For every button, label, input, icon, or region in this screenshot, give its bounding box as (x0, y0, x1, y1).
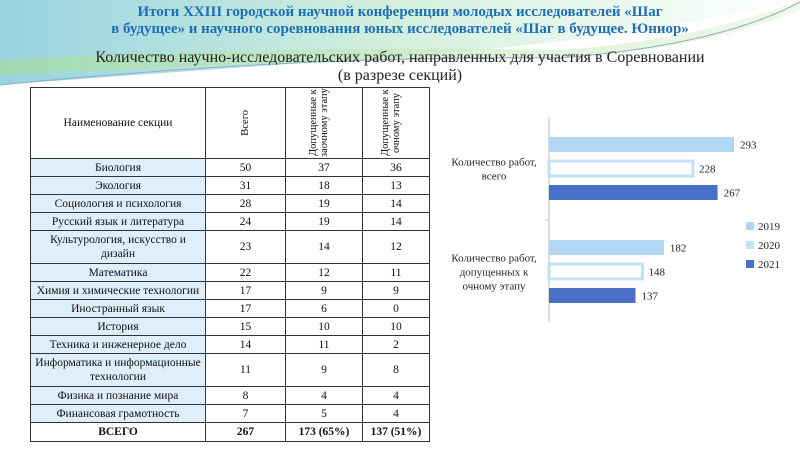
value-cell: 14 (286, 231, 363, 264)
legend-swatch (746, 241, 754, 249)
table-row (31, 387, 430, 405)
title-line-1: Итоги XXIII городской научной конференции молодых исследователей «Шаг (137, 4, 663, 20)
value-cell: 17 (206, 300, 286, 318)
value-cell: 10 (286, 318, 363, 336)
data-label: 182 (669, 242, 687, 255)
value-cell: 11 (286, 336, 363, 354)
value-cell: 9 (286, 282, 363, 300)
value-cell: 9 (286, 354, 363, 387)
section-name: Математика (31, 264, 206, 282)
value-cell: 14 (206, 336, 286, 354)
table-row (31, 195, 430, 213)
value-cell: 28 (206, 195, 286, 213)
legend-label: 2020 (758, 240, 780, 252)
table-row (31, 405, 430, 423)
section-name: История (31, 318, 206, 336)
subtitle-line-2: (в разрезе секций) (337, 67, 463, 84)
value-cell: 14 (363, 213, 430, 231)
section-name: Физика и познание мира (31, 387, 206, 405)
data-label: 267 (723, 187, 741, 200)
legend-label: 2021 (758, 259, 780, 271)
value-cell: 31 (206, 177, 286, 195)
bar-2020 (549, 264, 642, 279)
section-name: Химия и химические технологии (31, 282, 206, 300)
value-cell: 6 (286, 300, 363, 318)
value-cell: 4 (286, 387, 363, 405)
bar-chart (430, 105, 800, 330)
section-name: Социология и психология (31, 195, 206, 213)
section-name: Экология (31, 177, 206, 195)
subtitle-line-1: Количество научно-исследовательских работ, направленных для участия в Соревновании (95, 49, 705, 66)
section-name: Иностранный язык (31, 300, 206, 318)
total-value: 173 (65%) (286, 423, 363, 442)
category-label: всего (481, 170, 507, 183)
value-cell: 19 (286, 195, 363, 213)
section-name: Русский язык и литература (31, 213, 206, 231)
value-cell: 2 (363, 336, 430, 354)
bar-2021 (549, 288, 636, 303)
value-cell: 17 (206, 282, 286, 300)
value-cell: 14 (363, 195, 430, 213)
legend-swatch (746, 260, 754, 268)
header-section: Наименование секции (31, 88, 206, 159)
header-total: Всего (240, 110, 251, 136)
value-cell: 13 (363, 177, 430, 195)
value-cell: 5 (286, 405, 363, 423)
bar-2019 (549, 240, 664, 255)
value-cell: 23 (206, 231, 286, 264)
legend-label: 2019 (758, 221, 780, 233)
table-row (31, 318, 430, 336)
table-row (31, 159, 430, 177)
bar-2019 (549, 137, 734, 152)
bar-2020 (549, 161, 693, 176)
header-correspondence: Допущенные к заочному этапу (307, 88, 330, 158)
data-label: 137 (641, 290, 659, 303)
total-row (31, 423, 430, 442)
table-row (31, 177, 430, 195)
section-name: Биология (31, 159, 206, 177)
value-cell: 36 (363, 159, 430, 177)
table-row (31, 336, 430, 354)
bar-2021 (549, 185, 718, 200)
title-line-2: в будущее» и научного соревнования юных исследователей «Шаг в будущее. Юниор» (111, 21, 689, 37)
section-name: Финансовая грамотность (31, 405, 206, 423)
value-cell: 7 (206, 405, 286, 423)
decorative-banner (0, 0, 800, 90)
value-cell: 11 (363, 264, 430, 282)
table-row (31, 264, 430, 282)
value-cell: 10 (363, 318, 430, 336)
value-cell: 12 (286, 264, 363, 282)
value-cell: 0 (363, 300, 430, 318)
value-cell: 19 (286, 213, 363, 231)
table-row (31, 213, 430, 231)
total-value: 267 (206, 423, 286, 442)
table-row (31, 282, 430, 300)
value-cell: 18 (286, 177, 363, 195)
value-cell: 8 (206, 387, 286, 405)
table-row (31, 300, 430, 318)
category-label: очному этапу (462, 280, 526, 293)
section-name: Информатика и информационные технологии (31, 354, 206, 387)
table-row (31, 354, 430, 387)
value-cell: 11 (206, 354, 286, 387)
category-label: допущенных к (459, 266, 529, 279)
value-cell: 50 (206, 159, 286, 177)
category-label: Количество работ, (451, 156, 537, 169)
value-cell: 12 (363, 231, 430, 264)
value-cell: 9 (363, 282, 430, 300)
sections-table (30, 87, 430, 442)
value-cell: 22 (206, 264, 286, 282)
section-name: Техника и инженерное дело (31, 336, 206, 354)
table-row (31, 231, 430, 264)
value-cell: 24 (206, 213, 286, 231)
legend-swatch (746, 222, 754, 230)
category-label: Количество работ, (451, 252, 537, 265)
section-name: Культурология, искусство и дизайн (31, 231, 206, 264)
value-cell: 37 (286, 159, 363, 177)
value-cell: 4 (363, 405, 430, 423)
header-fulltime: Допущенные к очному этапу (379, 89, 402, 157)
data-label: 148 (648, 266, 665, 279)
data-label: 293 (740, 139, 757, 152)
value-cell: 4 (363, 387, 430, 405)
value-cell: 15 (206, 318, 286, 336)
total-value: 137 (51%) (363, 423, 430, 442)
data-label: 228 (698, 163, 716, 176)
value-cell: 8 (363, 354, 430, 387)
total-label: ВСЕГО (31, 423, 206, 442)
